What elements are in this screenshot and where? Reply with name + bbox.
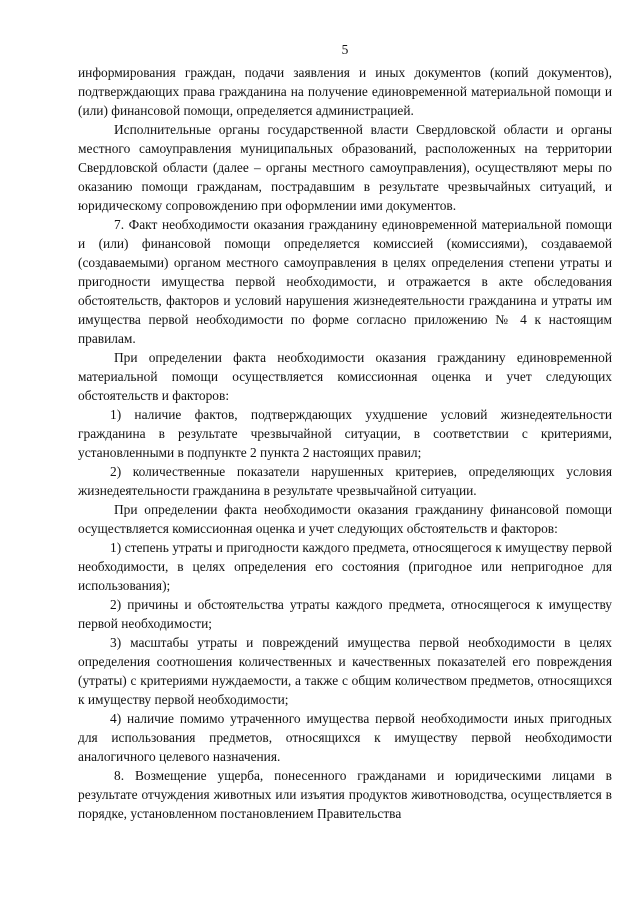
paragraph-section-8: 8. Возмещение ущерба, понесенного гражданами и юридическими лицами в результате отчуждения животных или изъятия продуктов животноводства, осуществляется в порядке, установленном постановлением Правительства xyxy=(78,768,612,821)
paragraph-financial-aid-assessment: При определении факта необходимости оказания гражданину финансовой помощи осуществляется комиссионная оценка и учет следующих обстоятельств и факторов: xyxy=(78,502,612,536)
paragraph-information-procedure: информирования граждан, подачи заявления и иных документов (копий документов), подтверждающих права гражданина на получение единовременной материальной помощи и (или) финансовой помощи, определяется администрацией. xyxy=(78,65,612,118)
paragraph-section-7: 7. Факт необходимости оказания гражданину единовременной материальной помощи и (или) финансовой помощи определяется комиссией (комиссиями), создаваемой (создаваемыми) органом местного самоуправления в целях определения степени утраты и пригодности имущества первой необходимости, и отражается в акте обследования обстоятельств, факторов и условий нарушения жизнедеятельности гражданина и утраты им имущества первой необходимости по форме согласно приложению № 4 к настоящим правилам. xyxy=(78,217,612,346)
list-item-financial-1: 1) степень утраты и пригодности каждого предмета, относящегося к имуществу первой необходимости, в целях определения его состояния (пригодное или непригодное для использования); xyxy=(78,540,612,593)
document-page xyxy=(78,0,612,823)
paragraph-material-aid-assessment: При определении факта необходимости оказания гражданину единовременной материальной помощи осуществляется комиссионная оценка и учет следующих обстоятельств и факторов: xyxy=(78,350,612,403)
list-item-material-2: 2) количественные показатели нарушенных критериев, определяющих условия жизнедеятельности гражданина в результате чрезвычайной ситуации. xyxy=(78,464,612,498)
paragraph-executive-bodies: Исполнительные органы государственной власти Свердловской области и органы местного самоуправления муниципальных образований, расположенных на территории Свердловской области (далее – органы местного самоуправления), осуществляют меры по оказанию помощи гражданам, пострадавшим в результате чрезвычайных ситуаций, и юридическому сопровождению при оформлении ими документов. xyxy=(78,122,612,213)
list-item-material-1: 1) наличие фактов, подтверждающих ухудшение условий жизнедеятельности гражданина в результате чрезвычайной ситуации, в соответствии с критериями, установленными в подпункте 2 пункта 2 настоящих правил; xyxy=(78,407,612,460)
list-item-financial-2: 2) причины и обстоятельства утраты каждого предмета, относящегося к имуществу первой необходимости; xyxy=(78,597,612,631)
list-item-financial-3: 3) масштабы утраты и повреждений имущества первой необходимости в целях определения соотношения количественных и качественных показателей его повреждения (утраты) с критериями нуждаемости, а также с общим количеством предметов, относящихся к имуществу первой необходимости; xyxy=(78,635,612,707)
list-item-financial-4: 4) наличие помимо утраченного имущества первой необходимости иных пригодных для использования предметов, относящихся к имуществу первой необходимости аналогичного целевого назначения. xyxy=(78,711,612,764)
page-number: 5 xyxy=(341,42,349,57)
